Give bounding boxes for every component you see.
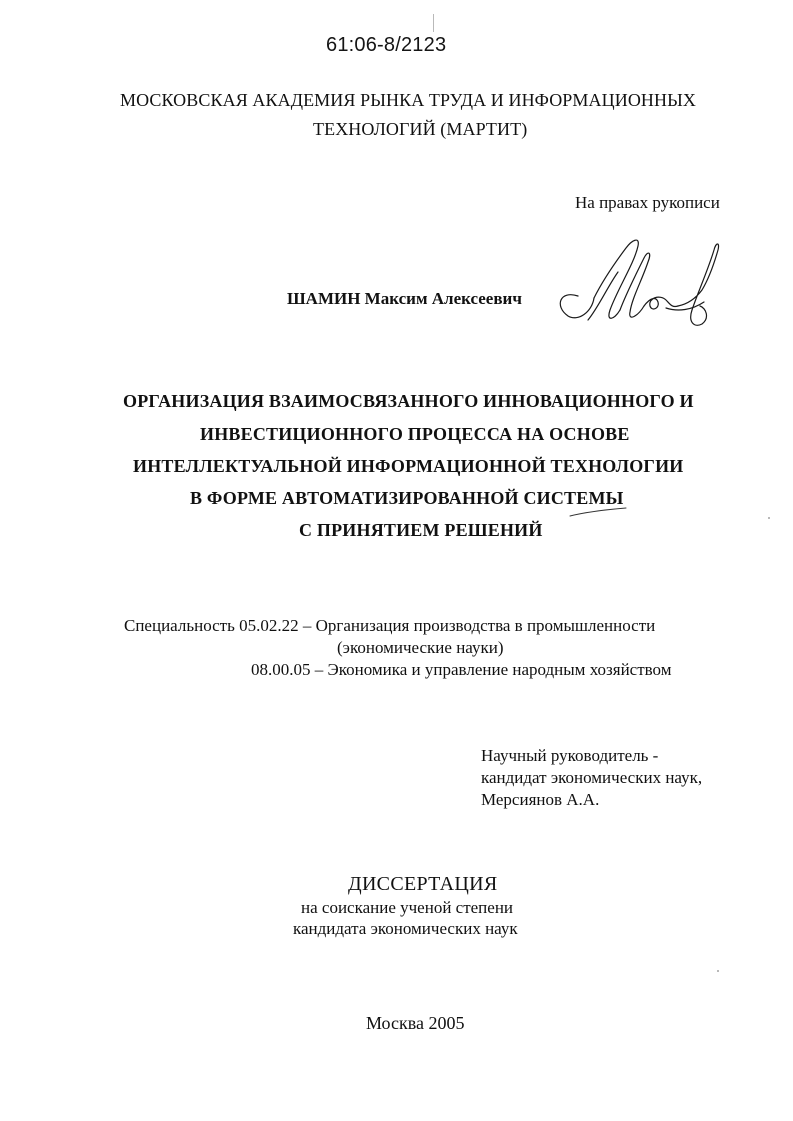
dissertation-title-line-3: ИНТЕЛЛЕКТУАЛЬНОЙ ИНФОРМАЦИОННОЙ ТЕХНОЛОГИИ: [133, 456, 684, 476]
dissertation-title-line-5: С ПРИНЯТИЕМ РЕШЕНИЙ: [299, 520, 543, 540]
thesis-subline-1: на соискание ученой степени: [301, 898, 514, 917]
advisor-line-2: кандидат экономических наук,: [481, 768, 703, 787]
specialty-line-1: Специальность 05.02.22 – Организация производства в промышленности: [124, 616, 656, 635]
city-year: Москва 2005: [366, 1013, 465, 1033]
manuscript-note: На правах рукописи: [575, 193, 720, 212]
thesis-subline-2: кандидата экономических наук: [293, 919, 518, 938]
scan-mark-top: [433, 14, 434, 32]
specialty-line-3: 08.00.05 – Экономика и управление народным хозяйством: [251, 660, 672, 679]
thesis-heading: ДИССЕРТАЦИЯ: [348, 873, 498, 895]
dissertation-title-line-1: ОРГАНИЗАЦИЯ ВЗАИМОСВЯЗАННОГО ИННОВАЦИОННОГО И: [123, 391, 694, 411]
dissertation-title-line-2: ИНВЕСТИЦИОННОГО ПРОЦЕССА НА ОСНОВЕ: [200, 424, 630, 444]
institution-name-line-1: МОСКОВСКАЯ АКАДЕМИЯ РЫНКА ТРУДА И ИНФОРМАЦИОННЫХ: [120, 90, 697, 110]
advisor-line-3: Мерсиянов А.А.: [481, 790, 600, 809]
advisor-line-1: Научный руководитель -: [481, 746, 659, 765]
specialty-line-2: (экономические науки): [337, 638, 504, 657]
dissertation-title-line-4: В ФОРМЕ АВТОМАТИЗИРОВАННОЙ СИСТЕМЫ: [190, 488, 624, 508]
institution-name-line-2: ТЕХНОЛОГИЙ (МАРТИТ): [313, 119, 528, 139]
signature-icon: [548, 228, 738, 338]
pen-stroke-icon: [568, 506, 628, 518]
scan-mark-bottom: [717, 970, 719, 972]
author-name: ШАМИН Максим Алексеевич: [287, 289, 522, 308]
scan-mark-right: [768, 517, 770, 519]
archive-code: 61:06-8/2123: [326, 34, 447, 56]
